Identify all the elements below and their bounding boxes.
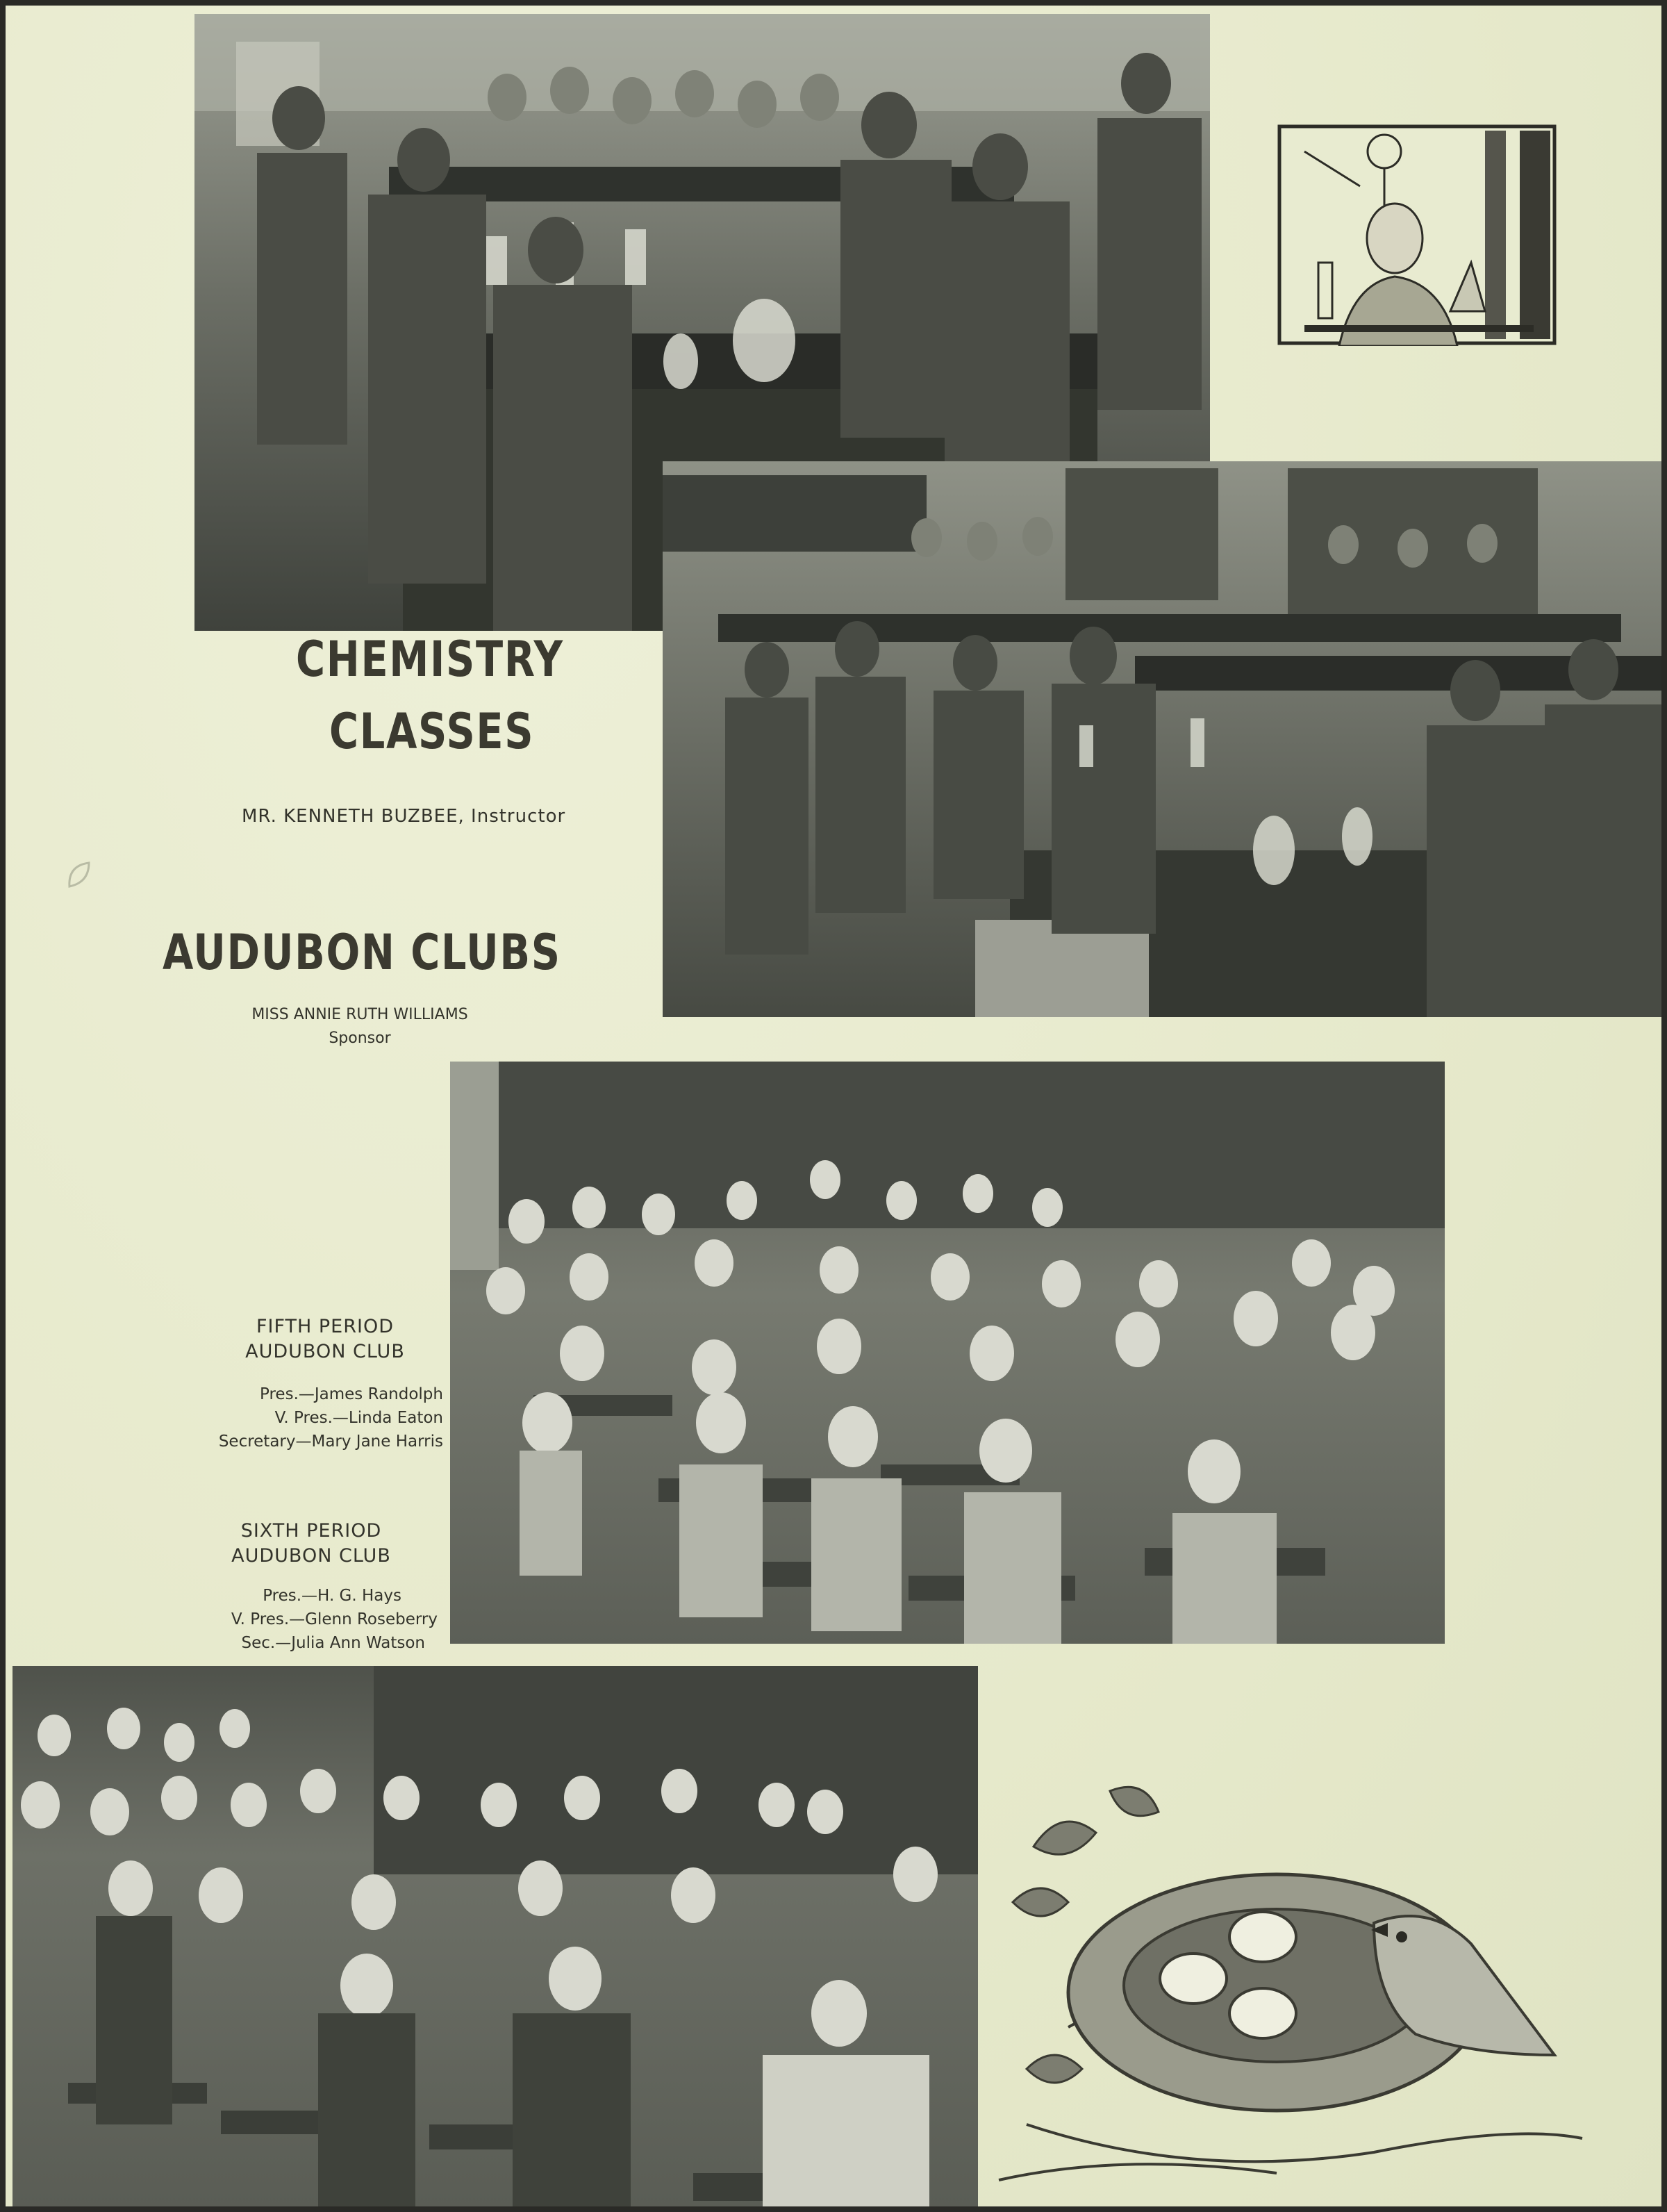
chemistry-title-line1: CHEMISTRY xyxy=(296,631,564,688)
audubon-title: AUDUBON CLUBS xyxy=(163,924,561,981)
sixth-period-officer-president: Pres.—H. G. Hays xyxy=(263,1587,401,1605)
sixth-period-heading-line2: AUDUBON CLUB xyxy=(231,1545,391,1567)
audubon-sponsor-name: MISS ANNIE RUTH WILLIAMS xyxy=(251,1006,468,1023)
chemistry-instructor: MR. KENNETH BUZBEE, Instructor xyxy=(242,806,566,827)
sixth-period-officer-secretary: Sec.—Julia Ann Watson xyxy=(241,1634,425,1652)
leaf-icon xyxy=(65,859,93,892)
fifth-period-officer-vice-president: V. Pres.—Linda Eaton xyxy=(274,1409,443,1427)
yearbook-page xyxy=(6,6,1661,2206)
audubon-sponsor-role: Sponsor xyxy=(329,1030,391,1047)
fifth-period-officer-secretary: Secretary—Mary Jane Harris xyxy=(218,1433,443,1451)
bird-nest-sketch-icon xyxy=(985,1763,1596,2194)
chemistry-lab-photo-middle xyxy=(663,461,1661,1017)
fifth-period-heading-line2: AUDUBON CLUB xyxy=(245,1341,405,1362)
chemistry-title-line2: CLASSES xyxy=(329,703,535,760)
sixth-period-heading-line1: SIXTH PERIOD xyxy=(240,1520,382,1542)
fifth-period-officer-president: Pres.—James Randolph xyxy=(260,1385,443,1403)
fifth-period-heading-line1: FIFTH PERIOD xyxy=(256,1316,395,1337)
sixth-period-class-photo xyxy=(13,1666,978,2206)
chemist-sketch-icon xyxy=(1277,124,1557,346)
sixth-period-officer-vice-president: V. Pres.—Glenn Roseberry xyxy=(231,1610,438,1628)
fifth-period-class-photo xyxy=(450,1062,1445,1644)
